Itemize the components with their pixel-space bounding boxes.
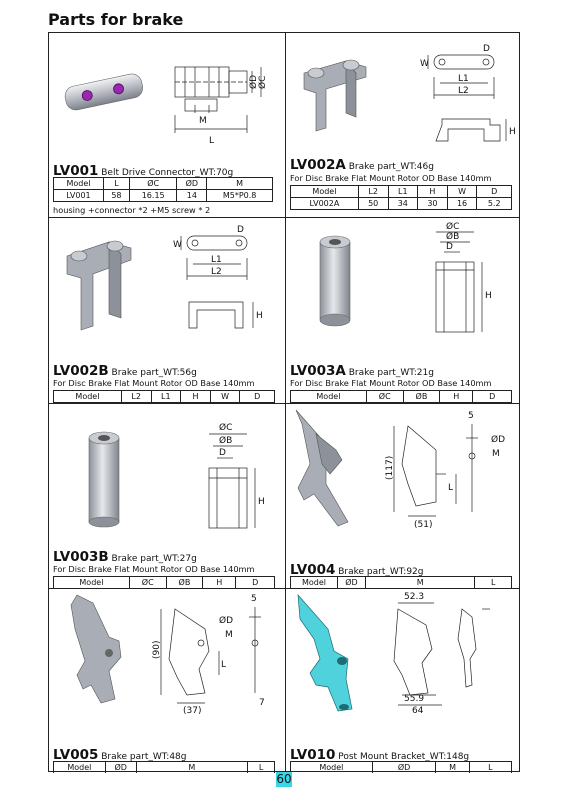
dim-label: W xyxy=(173,240,182,250)
table-header-cell: L xyxy=(475,577,512,589)
table-header-row xyxy=(54,391,275,403)
dim-label: M xyxy=(199,116,207,126)
table-header-row xyxy=(54,762,275,774)
dim-label: ØB xyxy=(219,436,233,446)
part-caption xyxy=(290,157,434,173)
table-cell: 16 xyxy=(447,198,477,210)
table-header-cell: Model xyxy=(54,762,106,774)
dim-label: L2 xyxy=(211,267,222,277)
part-code: LV003A xyxy=(290,363,346,379)
table-cell: 58 xyxy=(104,190,130,202)
table-header-cell: D xyxy=(473,391,512,403)
dim-label: L xyxy=(221,660,227,670)
table-header-cell: H xyxy=(181,391,211,403)
spec-table xyxy=(290,761,512,773)
table-header-row xyxy=(291,391,512,403)
table-header-cell: D xyxy=(236,577,275,589)
table-header-cell: ØB xyxy=(166,577,203,589)
part-subtitle: For Disc Brake Flat Mount Rotor OD Base 140mm xyxy=(53,564,255,574)
spec-table xyxy=(53,177,273,202)
table-cell xyxy=(366,403,403,404)
table-header-cell: D xyxy=(477,186,512,198)
spec-table xyxy=(290,576,512,588)
table-header-row xyxy=(54,178,273,190)
part-code: LV010 xyxy=(290,747,336,763)
spacer-drawing xyxy=(286,218,521,343)
part-subtitle: For Disc Brake Flat Mount Rotor OD Base 140mm xyxy=(53,378,255,388)
part-caption xyxy=(53,363,197,379)
spec-table xyxy=(53,390,275,403)
dim-label: D xyxy=(219,448,226,458)
table-header-cell: M xyxy=(365,577,474,589)
dim-label: 5 xyxy=(468,411,474,421)
spec-table xyxy=(290,185,512,210)
part-card-lv003a xyxy=(286,218,521,403)
part-card-lv010 xyxy=(286,589,521,773)
dim-label: ØD xyxy=(219,616,234,626)
table-cell: LV001 xyxy=(54,190,104,202)
dim-label: (90) xyxy=(152,640,162,659)
brake-part-drawing xyxy=(49,218,285,343)
dim-label: H xyxy=(509,127,516,137)
dim-label: ØC xyxy=(219,423,233,433)
brake-part-drawing xyxy=(286,33,521,158)
dim-label: L1 xyxy=(211,255,222,265)
dim-label: ØD xyxy=(249,74,259,89)
part-card-lv002b xyxy=(49,218,285,403)
table-cell xyxy=(240,403,275,404)
dim-label: H xyxy=(258,497,265,507)
table-header-cell: Model xyxy=(291,762,373,774)
table-header-cell: ØC xyxy=(366,391,403,403)
table-header-cell: L1 xyxy=(151,391,181,403)
table-cell xyxy=(473,403,512,404)
table-header-cell: ØC xyxy=(129,178,177,190)
table-header-cell: W xyxy=(447,186,477,198)
table-cell: 5.2 xyxy=(477,198,512,210)
dim-label: 64 xyxy=(412,706,424,714)
part-subtitle: For Disc Brake Flat Mount Rotor OD Base 140mm xyxy=(290,173,492,183)
dim-label: H xyxy=(256,311,263,321)
table-header-cell: ØD xyxy=(105,762,136,774)
part-code: LV002B xyxy=(53,363,109,379)
part-card-lv001 xyxy=(49,33,285,217)
brake-adapter-drawing xyxy=(49,589,285,714)
table-cell xyxy=(291,403,367,404)
spec-table xyxy=(290,390,512,403)
table-cell xyxy=(403,403,440,404)
part-code: LV004 xyxy=(290,562,336,578)
table-cell: 50 xyxy=(358,198,388,210)
dim-label: D xyxy=(483,44,490,54)
part-desc: Brake part_WT:27g xyxy=(111,554,197,564)
table-cell xyxy=(210,403,240,404)
part-desc: Brake part_WT:92g xyxy=(338,567,424,577)
table-header-row xyxy=(291,577,512,589)
table-header-cell: ØD xyxy=(372,762,436,774)
table-header-cell: Model xyxy=(291,186,359,198)
table-header-cell: Model xyxy=(54,577,130,589)
dim-label: H xyxy=(485,291,492,301)
table-header-cell: Model xyxy=(54,391,122,403)
table-header-cell: Model xyxy=(291,391,367,403)
part-card-lv005 xyxy=(49,589,285,773)
table-header-cell: L2 xyxy=(358,186,388,198)
table-header-cell: H xyxy=(203,577,236,589)
spec-table xyxy=(53,576,275,588)
table-header-cell: M xyxy=(436,762,469,774)
table-header-cell: L xyxy=(248,762,275,774)
part-card-lv003b xyxy=(49,404,285,588)
dim-label: (117) xyxy=(385,455,395,480)
dim-label: L2 xyxy=(458,86,469,96)
table-header-cell: H xyxy=(418,186,448,198)
dim-label: 55.9 xyxy=(404,694,425,704)
table-header-cell: ØD xyxy=(337,577,365,589)
part-caption xyxy=(290,363,434,379)
table-header-cell: L2 xyxy=(121,391,151,403)
part-caption xyxy=(53,549,197,565)
table-header-cell: ØD xyxy=(177,178,207,190)
table-cell: 30 xyxy=(418,198,448,210)
part-subtitle: For Disc Brake Flat Mount Rotor OD Base 140mm xyxy=(290,378,492,388)
part-desc: Brake part_WT:48g xyxy=(101,752,187,762)
brake-adapter-drawing xyxy=(286,404,521,529)
table-header-cell: W xyxy=(210,391,240,403)
table-header-cell: H xyxy=(440,391,473,403)
table-row xyxy=(54,190,273,202)
dim-label: (37) xyxy=(183,706,202,714)
table-header-row xyxy=(291,186,512,198)
table-cell: 14 xyxy=(177,190,207,202)
table-cell: M5*P0.8 xyxy=(207,190,273,202)
part-desc: Brake part_WT:56g xyxy=(111,368,197,378)
part-desc: Belt Drive Connector_WT:70g xyxy=(101,168,234,178)
table-header-cell: ØC xyxy=(129,577,166,589)
post-mount-bracket-drawing xyxy=(286,589,521,714)
part-desc: Post Mount Bracket_WT:148g xyxy=(338,752,470,762)
table-header-cell: L xyxy=(104,178,130,190)
dim-label: M xyxy=(492,449,500,459)
dim-label: 52.3 xyxy=(404,592,425,602)
part-card-lv004 xyxy=(286,404,521,588)
parts-grid xyxy=(48,32,520,772)
table-header-row xyxy=(54,577,275,589)
table-cell xyxy=(440,403,473,404)
table-header-cell: M xyxy=(136,762,248,774)
dim-label: ØC xyxy=(258,75,268,89)
table-cell: 16.15 xyxy=(129,190,177,202)
part-note: housing +connector *2 +M5 screw * 2 xyxy=(53,205,211,215)
dim-label: D xyxy=(446,242,453,252)
dim-label: 5 xyxy=(251,594,257,604)
dim-label: L xyxy=(448,483,454,493)
table-header-row xyxy=(291,762,512,774)
table-cell xyxy=(54,403,122,404)
part-code: LV001 xyxy=(53,163,99,179)
table-header-cell: D xyxy=(240,391,275,403)
dim-label: D xyxy=(237,225,244,235)
table-cell xyxy=(181,403,211,404)
table-header-cell: L1 xyxy=(388,186,418,198)
table-header-cell: L xyxy=(469,762,511,774)
table-cell: LV002A xyxy=(291,198,359,210)
page-title: Parts for brake xyxy=(48,10,184,29)
dim-label: 7 xyxy=(259,698,265,708)
part-desc: Brake part_WT:21g xyxy=(348,368,434,378)
belt-connector-drawing xyxy=(49,33,285,158)
table-cell: 34 xyxy=(388,198,418,210)
page-number: 60 xyxy=(276,772,292,786)
part-code: LV003B xyxy=(53,549,109,565)
table-header-cell: ØB xyxy=(403,391,440,403)
part-code: LV005 xyxy=(53,747,99,763)
table-header-cell: Model xyxy=(291,577,338,589)
dim-label: ØB xyxy=(446,232,460,242)
table-row xyxy=(54,403,275,404)
dim-label: ØD xyxy=(491,435,506,445)
part-card-lv002a xyxy=(286,33,521,217)
table-header-cell: M xyxy=(207,178,273,190)
dim-label: M xyxy=(225,630,233,640)
dim-label: L1 xyxy=(458,74,469,84)
table-row xyxy=(291,198,512,210)
dim-label: (51) xyxy=(414,520,433,529)
table-header-cell: Model xyxy=(54,178,104,190)
part-desc: Brake part_WT:46g xyxy=(348,162,434,172)
dim-label: L xyxy=(209,136,215,146)
dim-label: ØC xyxy=(446,222,460,232)
table-cell xyxy=(151,403,181,404)
table-cell xyxy=(121,403,151,404)
dim-label: W xyxy=(420,59,429,69)
spec-table xyxy=(53,761,275,773)
spacer-drawing xyxy=(49,404,285,529)
part-code: LV002A xyxy=(290,157,346,173)
table-row xyxy=(291,403,512,404)
